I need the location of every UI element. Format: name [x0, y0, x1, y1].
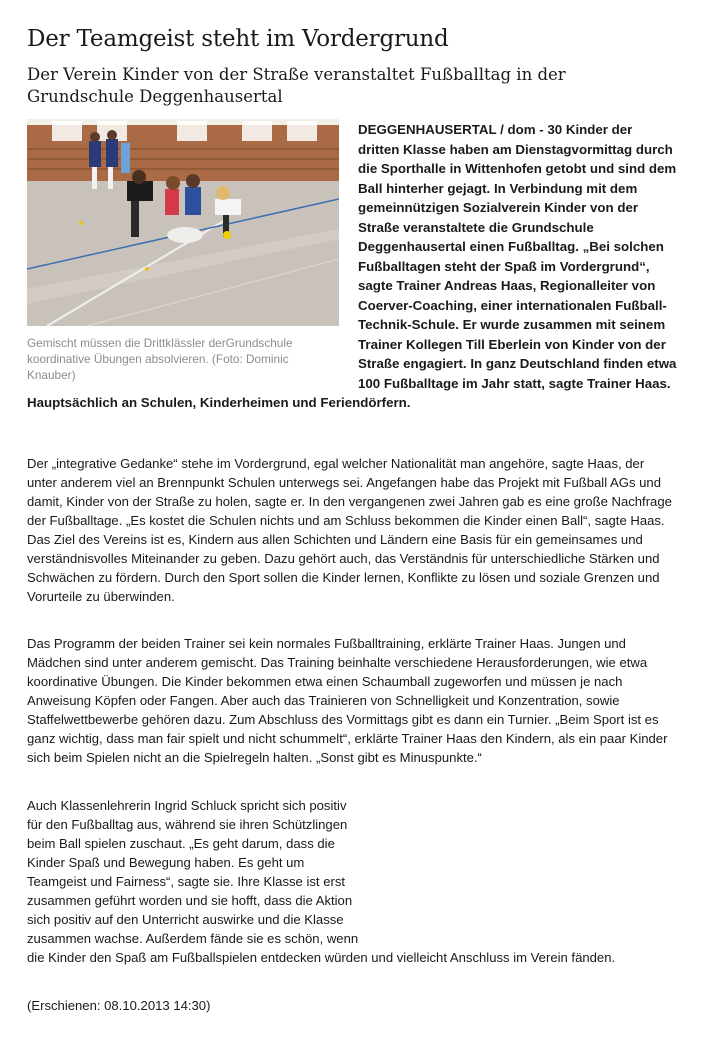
- paragraph-3: [27, 796, 677, 967]
- article-subtitle: Der Verein Kinder von der Straße veranstaltet Fußballtag in der Grundschule Deggenhausertal: [27, 65, 566, 106]
- image-caption: Gemischt müssen die Drittklässler derGrundschule koordinative Übungen absolvieren. (Foto: Dominic Knauber): [27, 336, 293, 382]
- figure-spacer: [27, 120, 358, 384]
- article-title: Der Teamgeist steht im Vordergrund: [27, 26, 449, 52]
- lead-text: DEGGENHAUSERTAL / dom ‑ 30 Kinder der dritten Klasse haben am Dienstagvormittag durch die Sporthalle in Wittenhofen getobt und sind dem Ball hinterher gejagt. In Verbindung mit dem gemeinnützigen Sozialverein Kinder von der Straße veranstaltete die Grundschule Deggenhausertal einen Fußballtag. „Bei solchen Fußballtagen steht der Spaß im Vordergrund“, sagte Trainer Andreas Haas, Regionalleiter von Coerver-Coaching, einer internationalen Fußball-Technik-Schule. Er wurde zusammen mit seinem Trainer Kollegen Till Eberlein von Kinder von der Straße engagiert. In ganz Deutschland finden etwa 100 Fußballtage im Jahr statt, sagte Trainer Haas. Hauptsächlich an Schulen, Kinderheimen und Feriendörfern.: [27, 122, 677, 410]
- paragraph-3-text: Auch Klassenlehrerin Ingrid Schluck spricht sich positiv für den Fußballtag aus, während sie ihren Schützlingen beim Ball spielen zuschaut. „Es geht darum, dass die Kinder Spaß und Bewegung haben. Es geht um Teamgeist und Fairness“, sagte sie. Ihre Klasse ist erst zusammen geführt worden und sie hofft, dass die Aktion sich positiv auf den Unterricht auswirke und die Klasse zusammen wachse. Außerdem fände sie es schön, wenn die Kinder den Spaß am Fußballspielen entdecken würden und vielleicht Anschluss im Verein fänden.: [27, 798, 616, 965]
- published-date: (Erschienen: 08.10.2013 14:30): [27, 998, 211, 1013]
- paragraph-1: Der „integrative Gedanke“ stehe im Vordergrund, egal welcher Nationalität man angehöre, sagte Haas, der unter anderem viel an Brennpunkt Schulen unterwegs sei. Angefangen habe das Projekt mit Fußball AGs und damit, Kinder von der Straße zu holen, sagte er. In den vergangenen zwei Jahren gab es eine große Nachfrage der Fußballtage. „Es kostet die Schulen nichts und am Schluss bekommen die Kinder einen Ball“, sagte Haas. Das Ziel des Vereins ist es, Kindern aus allen Schichten und Ländern eine Basis für ein gemeinsames und verständnisvolles Miteinander zu geben. Dazu gehört auch, das Verständnis für unterschiedliche Stärken und Schwächen zu fördern. Durch den Sport sollen die Kinder lernen, Konflikte zu lösen und soziale Grenzen und Vorurteile zu überwinden.: [27, 456, 672, 604]
- right-spacer: [359, 796, 677, 946]
- article-lead: [27, 120, 677, 413]
- paragraph-2: Das Programm der beiden Trainer sei kein normales Fußballtraining, erklärte Trainer Haas. Jungen und Mädchen sind unter anderem gemischt. Das Training beinhalte verschiedene Herausforderungen, wie etwa koordinative Übungen. Die Kinder bekommen etwa einen Schaumball zugeworfen und müssen je nach Anweisung Köpfen oder Fangen. Aber auch das Trainieren von Schnelligkeit und Konzentration, sowie Staffelwettbewerbe gehören dazu. Zum Abschluss des Vormittags gibt es dann ein Turnier. „Beim Sport ist es ganz wichtig, dass man fair spielt und nicht schummelt“, erklärte Trainer Haas den Kindern, als ein paar Kinder sich beim Spielen nicht an die Spielregeln halten. „Sonst gibt es Minuspunkte.“: [27, 636, 668, 765]
